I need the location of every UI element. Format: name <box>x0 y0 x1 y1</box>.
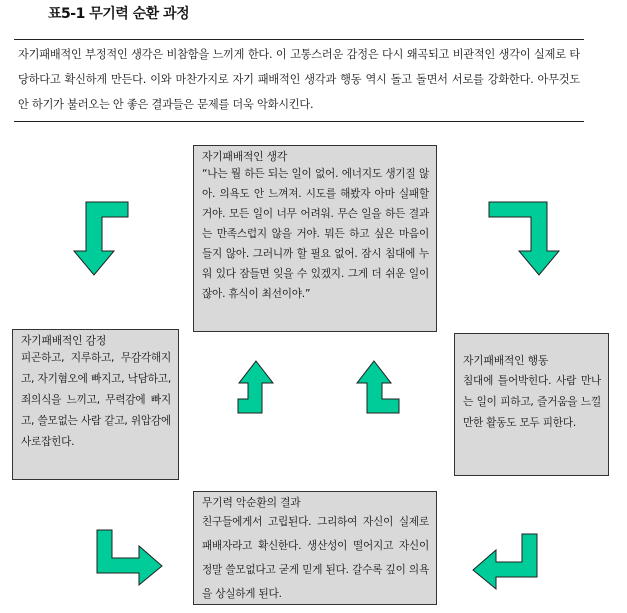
feeling-text: 피곤하고, 지루하고, 무감각해지고, 자기혐오에 빠지고, 낙담하고, 죄의식을 느끼고, 무력감에 빠지고, 쓸모없는 사람 같고, 위압감에 사로잡힌다. <box>21 352 171 448</box>
arrow-behavior-to-result-icon <box>470 532 540 592</box>
result-text: 친구들에게서 고립된다. 그리하여 자신이 실제로 패배자라고 확신한다. 생산성이 떨어지고 자신이 정말 쓸모없다고 굳게 믿게 된다. 갈수록 깊이 의욕을 상실하게 된다. <box>202 516 429 600</box>
behavior-label: 자기패배적인 행동 <box>463 354 549 367</box>
thought-box <box>193 145 437 332</box>
result-label: 무기력 악순환의 결과 <box>202 496 301 509</box>
intro-paragraph: 자기패배적인 부정적인 생각은 비참함을 느끼게 한다. 이 고통스러운 감정은 다시 왜곡되고 비관적인 생각이 실제로 타당하다고 확신하게 만든다. 이와 마찬가지로 자기 패배적인 생각과 행동 역시 돌고 돌면서 서로를 강화한다. 아무것도 안 하기가 불러오는 안 좋은 결과들은 문제를 더욱 악화시킨다. <box>14 39 584 122</box>
arrow-thought-to-feeling-icon <box>70 200 130 278</box>
arrow-feeling-to-thought-icon <box>236 359 276 427</box>
thought-text: “나는 뭘 하든 되는 일이 없어. 에너지도 생기질 않아. 의욕도 안 느껴져. 시도를 해봤자 아마 실패할 거야. 모든 일이 너무 어려워. 무슨 일을 하든 결과는 만족스럽지 않을 거야. 뭐든 하고 싶은 마음이 들지 않아. 그러니까 할 필요 없어. 잠시 침대에 누워 있다 잠들면 잊을 수 있겠지. 그게 더 쉬운 일이잖아. 휴식이 최선이야.” <box>202 168 429 300</box>
arrow-feeling-to-result-icon <box>95 528 165 588</box>
figure-title: 표5-1 무기력 순환 과정 <box>48 6 190 22</box>
thought-label: 자기패배적인 생각 <box>202 150 288 163</box>
feeling-box <box>12 329 179 480</box>
feeling-label: 자기패배적인 감정 <box>21 334 107 347</box>
result-box <box>193 491 437 605</box>
arrow-behavior-to-thought-icon <box>354 359 402 427</box>
arrow-thought-to-behavior-icon <box>487 200 567 278</box>
behavior-text: 침대에 틀어박힌다. 사람 만나는 일이 피하고, 즐거움을 느낄 만한 활동도 모두 피한다. <box>463 375 601 429</box>
behavior-box <box>454 333 609 476</box>
